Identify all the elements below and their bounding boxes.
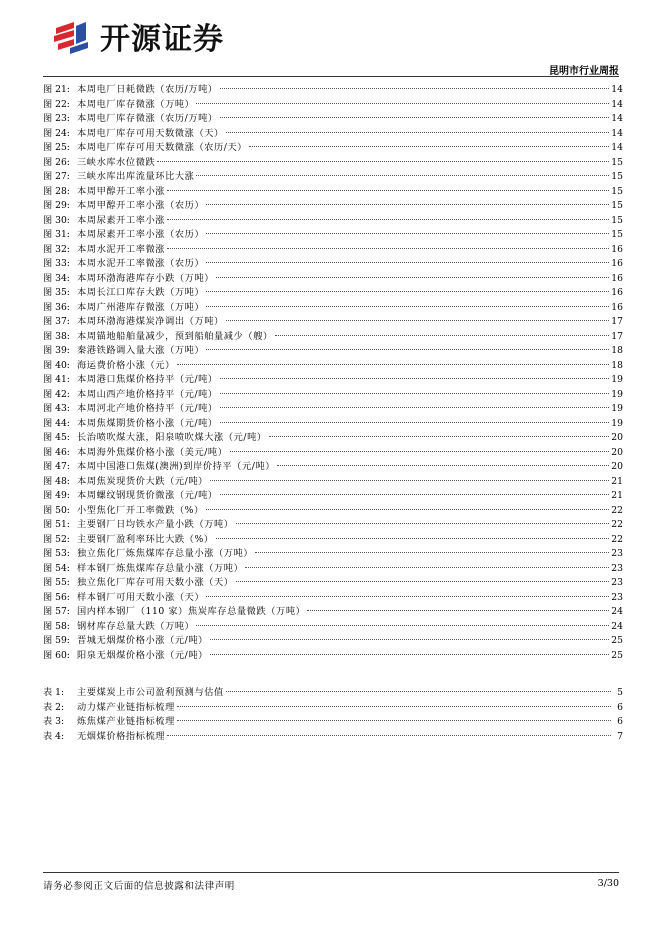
toc-entry-page[interactable]: 19: [611, 417, 623, 429]
toc-entry-title[interactable]: 本周港口焦煤价格持平（元/吨）: [77, 374, 218, 385]
header-divider: [43, 76, 619, 77]
footer-disclaimer: 请务必参阅正文后面的信息披露和法律声明: [43, 881, 235, 892]
toc-leader-dots: [210, 653, 609, 655]
toc-entry-page[interactable]: 22: [611, 533, 623, 545]
toc-entry-label: 图 42:: [43, 388, 70, 400]
toc-entry-title[interactable]: 本周电厂日耗微跌（农历/万吨）: [77, 84, 218, 95]
toc-leader-dots: [167, 189, 609, 191]
figure-toc-entry[interactable]: [43, 634, 623, 649]
toc-leader-dots: [206, 305, 609, 307]
kaiyuan-logo-icon: [52, 20, 92, 60]
toc-leader-dots: [196, 624, 609, 626]
figure-toc-entry[interactable]: [43, 402, 623, 417]
toc-entry-title[interactable]: 本周尿素开工率小涨（农历）: [77, 229, 205, 240]
toc-entry-title[interactable]: 海运费价格小涨（元）: [77, 359, 175, 371]
toc-entry-label: 图 34:: [43, 272, 70, 284]
page-header: [0, 0, 662, 80]
toc-entry-page[interactable]: 16: [611, 272, 623, 284]
toc-entry-title[interactable]: 三峡水库出库流量环比大涨: [77, 171, 195, 182]
toc-leader-dots: [220, 493, 610, 495]
figure-toc-entry[interactable]: [43, 388, 623, 403]
toc-leader-dots: [206, 290, 609, 292]
toc-entry-title[interactable]: 本周广州港库存微涨（万吨）: [77, 301, 205, 313]
figure-toc-entry[interactable]: [43, 562, 623, 577]
toc-leader-dots: [167, 734, 611, 736]
toc-leader-dots: [177, 705, 611, 707]
toc-entry-label: 图 47:: [43, 461, 70, 472]
toc-leader-dots: [210, 638, 609, 640]
toc-entry-page[interactable]: 14: [611, 113, 623, 124]
toc-leader-dots: [220, 421, 610, 423]
figure-toc-entry[interactable]: [43, 257, 623, 272]
figure-toc-entry[interactable]: [43, 214, 623, 229]
toc-entry-page[interactable]: 17: [611, 330, 623, 342]
toc-entry-label: 图 22:: [43, 98, 70, 110]
toc-entry-page[interactable]: 18: [611, 345, 623, 356]
toc-entry-label: 图 37:: [43, 316, 70, 327]
toc-entry-label: 表 2:: [43, 701, 65, 713]
table-toc-entry[interactable]: [43, 730, 623, 745]
toc-leader-dots: [206, 348, 609, 350]
figure-toc-entry[interactable]: [43, 446, 623, 461]
toc-entry-page[interactable]: 16: [611, 287, 623, 298]
toc-entry-page[interactable]: 15: [611, 200, 623, 211]
figure-toc-entry[interactable]: [43, 518, 623, 533]
toc-entry-title[interactable]: 小型焦化厂开工率微跌（%）: [77, 504, 204, 516]
toc-entry-page[interactable]: 21: [611, 475, 623, 487]
toc-entry-title[interactable]: 钢材库存总量大跌（万吨）: [77, 620, 195, 632]
figure-toc-entry[interactable]: [43, 475, 623, 490]
toc-leader-dots: [196, 102, 609, 104]
toc-entry-title[interactable]: 晋城无烟煤价格小涨（元/吨）: [77, 635, 208, 646]
figure-toc-entry[interactable]: [43, 141, 623, 156]
toc-entry-page[interactable]: 22: [611, 519, 623, 530]
toc-entry-page[interactable]: 15: [611, 156, 623, 168]
toc-entry-label: 表 1:: [43, 687, 65, 698]
figure-toc-entry[interactable]: [43, 460, 623, 475]
toc-leader-dots: [255, 551, 609, 553]
toc-entry-title[interactable]: 独立焦化厂库存可用天数小涨（天）: [77, 577, 234, 588]
toc-leader-dots: [206, 261, 609, 263]
toc-entry-page[interactable]: 6: [617, 716, 623, 727]
toc-leader-dots: [220, 406, 610, 408]
toc-entry-title[interactable]: 炼焦煤产业链指标梳理: [77, 716, 175, 727]
toc-entry-label: 图 48:: [43, 475, 70, 487]
toc-leader-dots: [236, 580, 610, 582]
toc-leader-dots: [220, 377, 610, 379]
toc-leader-dots: [167, 247, 609, 249]
toc-entry-label: 图 26:: [43, 156, 70, 168]
toc-entry-page[interactable]: 18: [611, 359, 623, 371]
toc-entry-page[interactable]: 22: [611, 504, 623, 516]
toc-leader-dots: [249, 145, 609, 147]
toc-entry-label: 图 36:: [43, 301, 70, 313]
footer-page-number: 3/30: [597, 878, 619, 889]
toc-entry-page[interactable]: 17: [611, 316, 623, 327]
toc-entry-title[interactable]: 秦港铁路调入量大涨（万吨）: [77, 345, 205, 356]
toc-entry-title[interactable]: 动力煤产业链指标梳理: [77, 701, 175, 713]
toc-entry-title[interactable]: 三峡水库水位微跌: [77, 156, 156, 168]
toc-entry-title[interactable]: 本周山西产地价格持平（元/吨）: [77, 388, 218, 400]
toc-entry-label: 图 27:: [43, 171, 70, 182]
toc-entry-title[interactable]: 本周河北产地价格持平（元/吨）: [77, 403, 218, 414]
toc-entry-page[interactable]: 15: [611, 214, 623, 226]
toc-entry-title[interactable]: 本周长江口库存大跌（万吨）: [77, 287, 205, 298]
toc-entry-title[interactable]: 本周环渤海港煤炭净调出（万吨）: [77, 316, 224, 327]
toc-entry-page[interactable]: 16: [611, 301, 623, 313]
figure-toc-entry[interactable]: [43, 112, 623, 127]
figure-toc-entry[interactable]: [43, 605, 623, 620]
toc-entry-title[interactable]: 样本钢厂可用天数小涨（天）: [77, 591, 205, 603]
toc-entry-label: 图 45:: [43, 432, 70, 443]
toc-leader-dots: [245, 566, 609, 568]
figure-toc-entry[interactable]: [43, 156, 623, 171]
toc-leader-dots: [275, 334, 610, 336]
toc-entry-page[interactable]: 19: [611, 388, 623, 400]
toc-entry-page[interactable]: 25: [611, 649, 623, 661]
toc-entry-label: 图 41:: [43, 374, 70, 385]
figure-toc-entry[interactable]: [43, 504, 623, 519]
toc-leader-dots: [230, 450, 610, 452]
figure-toc-entry[interactable]: [43, 344, 623, 359]
toc-entry-page[interactable]: 6: [617, 701, 623, 713]
toc-entry-label: 图 54:: [43, 562, 70, 574]
toc-entry-label: 图 53:: [43, 548, 70, 559]
toc-entry-label: 表 3:: [43, 716, 65, 727]
toc-leader-dots: [157, 160, 609, 162]
toc-entry-label: 图 43:: [43, 403, 70, 414]
toc-leader-dots: [220, 392, 610, 394]
toc-leader-dots: [206, 232, 609, 234]
toc-entry-title[interactable]: 本周电厂库存微涨（万吨）: [77, 98, 195, 110]
footer-divider: [43, 872, 619, 873]
figure-toc-entry[interactable]: [43, 315, 623, 330]
toc-leader-dots: [206, 203, 609, 205]
toc-entry-title[interactable]: 独立焦化厂炼焦煤库存总量小涨（万吨）: [77, 548, 254, 559]
toc-entry-page[interactable]: 15: [611, 171, 623, 182]
toc-leader-dots: [177, 363, 609, 365]
figure-toc-entry[interactable]: [43, 547, 623, 562]
toc-entry-title[interactable]: 本周螺纹钢现货价微涨（元/吨）: [77, 490, 218, 501]
toc-entry-label: 图 56:: [43, 591, 70, 603]
figure-toc-entry[interactable]: [43, 359, 623, 374]
figure-toc-entry[interactable]: [43, 98, 623, 113]
figure-toc-entry[interactable]: [43, 489, 623, 504]
toc-entry-title[interactable]: 本周海外焦煤价格小涨（美元/吨）: [77, 446, 228, 458]
company-logo: [52, 20, 224, 60]
toc-leader-dots: [216, 276, 609, 278]
toc-entry-page[interactable]: 24: [611, 606, 623, 617]
toc-leader-dots: [210, 479, 609, 481]
toc-leader-dots: [216, 537, 610, 539]
toc-entry-label: 图 38:: [43, 330, 70, 342]
toc-leader-dots: [167, 218, 609, 220]
toc-entry-label: 图 30:: [43, 214, 70, 226]
toc-entry-page[interactable]: 14: [611, 98, 623, 110]
report-type-label: 昆明市行业周报: [549, 66, 619, 77]
figure-toc-entry[interactable]: [43, 83, 623, 98]
toc-entry-title[interactable]: 主要钢厂日均铁水产量小跌（万吨）: [77, 519, 234, 530]
toc-entry-page[interactable]: 19: [611, 403, 623, 414]
figure-toc-entry[interactable]: [43, 373, 623, 388]
toc-entry-title[interactable]: 本周电厂库存微涨（农历/万吨）: [77, 113, 218, 124]
table-index-list: [43, 686, 623, 744]
figure-toc-entry[interactable]: [43, 199, 623, 214]
toc-entry-title[interactable]: 本周甲醇开工率小涨（农历）: [77, 200, 205, 211]
toc-entry-label: 图 23:: [43, 113, 70, 124]
toc-entry-label: 图 60:: [43, 649, 70, 661]
toc-entry-page[interactable]: 16: [611, 243, 623, 255]
figure-toc-entry[interactable]: [43, 301, 623, 316]
figure-toc-entry[interactable]: [43, 649, 623, 664]
figure-toc-entry[interactable]: [43, 330, 623, 345]
toc-leader-dots: [307, 609, 609, 611]
toc-entry-page[interactable]: 7: [617, 730, 623, 742]
toc-entry-label: 图 52:: [43, 533, 70, 545]
toc-entry-label: 图 28:: [43, 185, 70, 197]
toc-entry-label: 图 24:: [43, 127, 70, 139]
toc-entry-title[interactable]: 国内样本钢厂（110 家）焦炭库存总量微跌（万吨）: [77, 606, 306, 617]
toc-entry-label: 图 40:: [43, 359, 70, 371]
toc-entry-page[interactable]: 23: [611, 577, 623, 588]
toc-entry-page[interactable]: 20: [611, 432, 623, 443]
toc-leader-dots: [206, 595, 609, 597]
toc-entry-label: 图 35:: [43, 287, 70, 298]
toc-entry-page[interactable]: 23: [611, 591, 623, 603]
toc-entry-label: 图 29:: [43, 200, 70, 211]
toc-entry-page[interactable]: 23: [611, 562, 623, 574]
toc-entry-title[interactable]: 本周电厂库存可用天数微涨（天）: [77, 127, 224, 139]
toc-entry-title[interactable]: 本周水泥开工率微涨: [77, 243, 166, 255]
toc-entry-title[interactable]: 本周焦煤期货价格小涨（元/吨）: [77, 417, 218, 429]
toc-entry-title[interactable]: 本周甲醇开工率小涨: [77, 185, 166, 197]
toc-entry-title[interactable]: 无烟煤价格指标梳理: [77, 730, 166, 742]
toc-entry-page[interactable]: 15: [611, 229, 623, 240]
toc-entry-label: 图 57:: [43, 606, 70, 617]
toc-entry-page[interactable]: 19: [611, 374, 623, 385]
figure-index-list: [43, 83, 623, 663]
toc-entry-label: 图 59:: [43, 635, 70, 646]
toc-entry-label: 图 49:: [43, 490, 70, 501]
toc-entry-label: 图 55:: [43, 577, 70, 588]
figure-toc-entry[interactable]: [43, 228, 623, 243]
toc-entry-page[interactable]: 14: [611, 142, 623, 153]
toc-entry-page[interactable]: 23: [611, 548, 623, 559]
toc-entry-page[interactable]: 5: [617, 687, 623, 698]
toc-entry-title[interactable]: 主要煤炭上市公司盈利预测与估值: [77, 687, 224, 698]
toc-leader-dots: [177, 719, 611, 721]
toc-entry-page[interactable]: 25: [611, 635, 623, 646]
figure-toc-entry[interactable]: [43, 127, 623, 142]
toc-leader-dots: [226, 131, 609, 133]
figure-toc-entry[interactable]: [43, 417, 623, 432]
figure-toc-entry[interactable]: [43, 533, 623, 548]
toc-leader-dots: [220, 87, 610, 89]
toc-leader-dots: [269, 435, 610, 437]
toc-entry-title[interactable]: 本周锚地船舶量减少，预到船舶量减少（艘）: [77, 330, 273, 342]
toc-entry-label: 图 21:: [43, 84, 70, 95]
toc-leader-dots: [226, 319, 609, 321]
toc-entry-page[interactable]: 15: [611, 185, 623, 197]
figure-toc-entry[interactable]: [43, 431, 623, 446]
toc-entry-label: 图 31:: [43, 229, 70, 240]
toc-entry-label: 图 58:: [43, 620, 70, 632]
toc-entry-title[interactable]: 本周电厂库存可用天数微涨（农历/天）: [77, 142, 248, 153]
toc-leader-dots: [196, 174, 609, 176]
toc-entry-title[interactable]: 主要钢厂盈利率环比大跌（%）: [77, 533, 214, 545]
toc-leader-dots: [220, 116, 610, 118]
toc-entry-page[interactable]: 20: [611, 461, 623, 472]
table-toc-entry[interactable]: [43, 701, 623, 716]
figure-toc-entry[interactable]: [43, 170, 623, 185]
toc-entry-page[interactable]: 14: [611, 127, 623, 139]
toc-entry-label: 图 50:: [43, 504, 70, 516]
table-toc-entry[interactable]: [43, 686, 623, 701]
toc-leader-dots: [206, 508, 610, 510]
figure-toc-entry[interactable]: [43, 185, 623, 200]
logo-text: 开源证券: [100, 22, 224, 57]
toc-entry-label: 图 25:: [43, 142, 70, 153]
figure-toc-entry[interactable]: [43, 591, 623, 606]
toc-entry-title[interactable]: 长治喷吹煤大涨，阳泉喷吹煤大涨（元/吨）: [77, 432, 267, 443]
toc-entry-label: 图 32:: [43, 243, 70, 255]
figure-toc-entry[interactable]: [43, 272, 623, 287]
figure-toc-entry[interactable]: [43, 286, 623, 301]
toc-entry-label: 图 44:: [43, 417, 70, 429]
toc-entry-label: 图 46:: [43, 446, 70, 458]
toc-entry-title[interactable]: 本周中国港口焦煤(澳洲)到岸价持平（元/吨）: [77, 461, 276, 472]
toc-leader-dots: [236, 522, 610, 524]
toc-entry-page[interactable]: 16: [611, 258, 623, 269]
figure-toc-entry[interactable]: [43, 243, 623, 258]
toc-entry-page[interactable]: 20: [611, 446, 623, 458]
toc-entry-label: 图 51:: [43, 519, 70, 530]
toc-entry-label: 表 4:: [43, 730, 65, 742]
toc-entry-page[interactable]: 24: [611, 620, 623, 632]
toc-entry-label: 图 33:: [43, 258, 70, 269]
toc-entry-title[interactable]: 本周尿素开工率小涨: [77, 214, 166, 226]
toc-leader-dots: [277, 464, 609, 466]
toc-entry-page[interactable]: 21: [611, 490, 623, 501]
figure-toc-entry[interactable]: [43, 620, 623, 635]
toc-entry-title[interactable]: 本周水泥开工率微涨（农历）: [77, 258, 205, 269]
toc-entry-title[interactable]: 阳泉无烟煤价格小涨（元/吨）: [77, 649, 208, 661]
toc-entry-page[interactable]: 14: [611, 84, 623, 95]
toc-leader-dots: [226, 690, 611, 692]
toc-entry-title[interactable]: 本周环渤海港库存小跌（万吨）: [77, 272, 215, 284]
table-toc-entry[interactable]: [43, 715, 623, 730]
figure-toc-entry[interactable]: [43, 576, 623, 591]
toc-entry-title[interactable]: 本周焦炭现货价大跌（元/吨）: [77, 475, 208, 487]
toc-entry-label: 图 39:: [43, 345, 70, 356]
toc-entry-title[interactable]: 样本钢厂炼焦煤库存总量小涨（万吨）: [77, 562, 244, 574]
